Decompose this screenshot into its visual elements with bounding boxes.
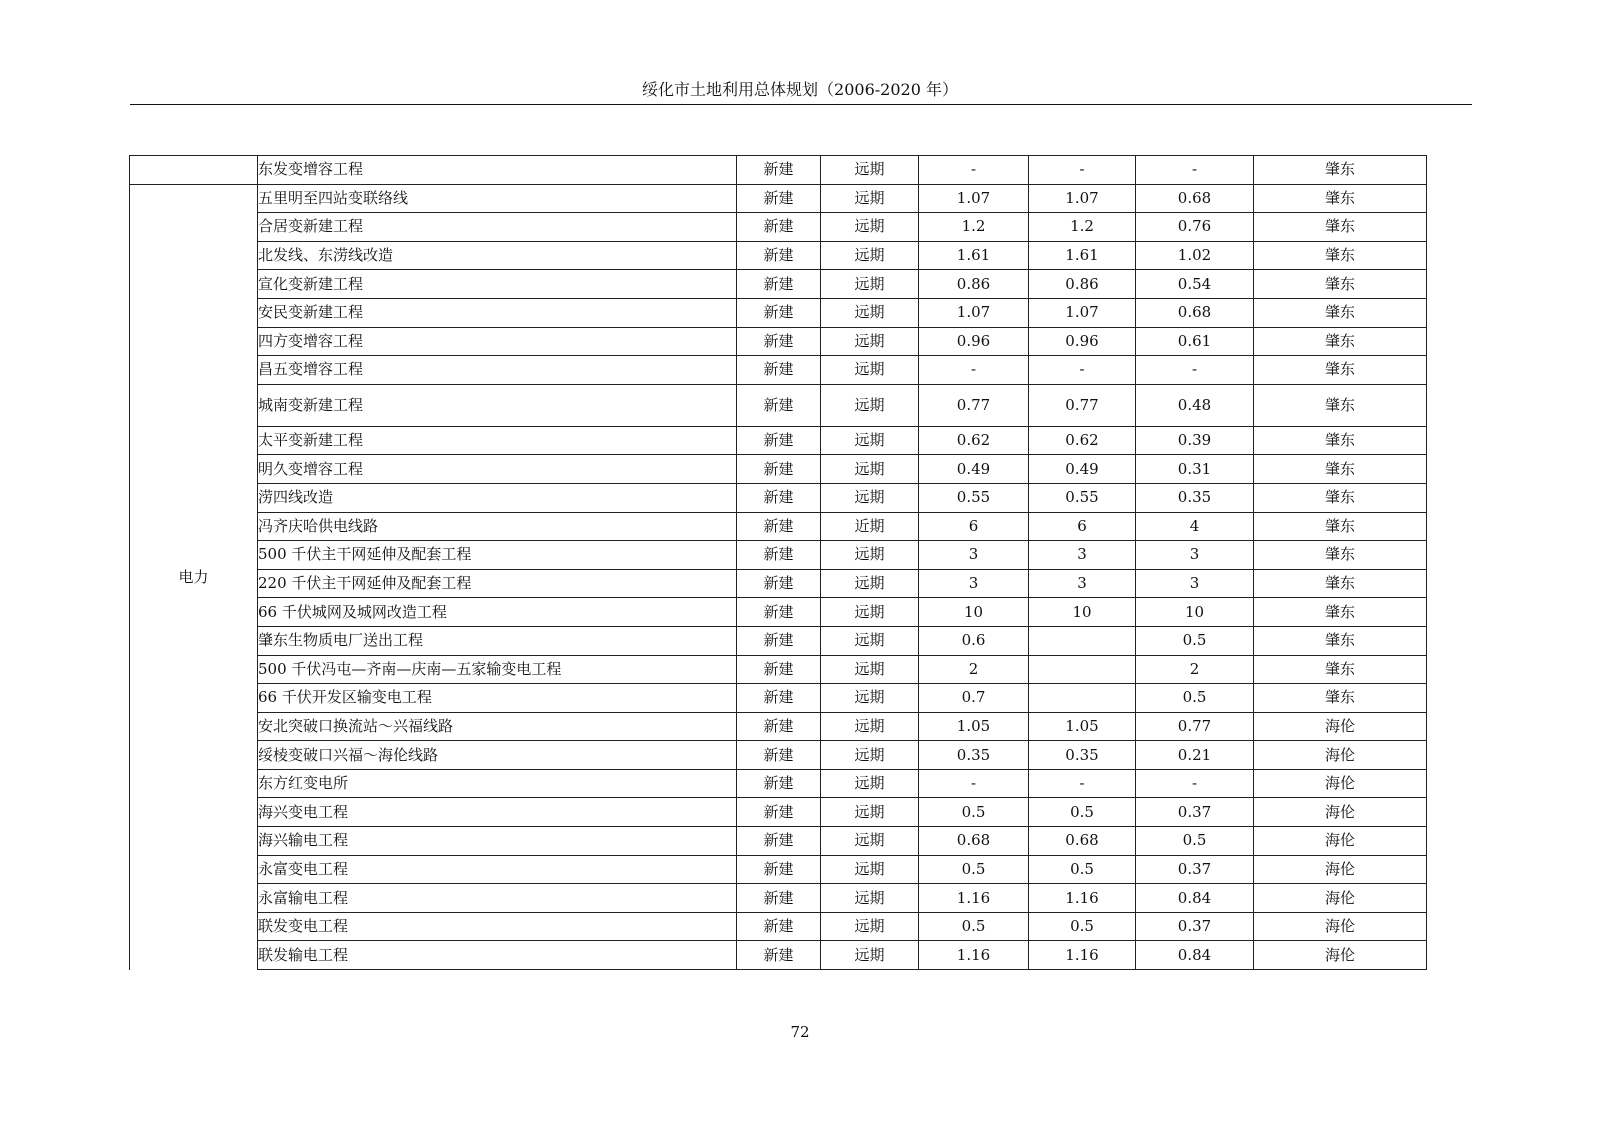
table-row [130, 827, 1427, 856]
table-row [130, 241, 1427, 270]
table-row [130, 941, 1427, 970]
location-cell: 肇东 [1254, 598, 1427, 627]
value-2-cell: 0.96 [1029, 327, 1136, 356]
period-cell: 远期 [821, 827, 919, 856]
value-3-cell: 0.5 [1136, 827, 1254, 856]
location-cell: 肇东 [1254, 684, 1427, 713]
value-1-cell: 3 [919, 541, 1029, 570]
table-row [130, 569, 1427, 598]
period-cell: 远期 [821, 455, 919, 484]
value-1-cell: 0.7 [919, 684, 1029, 713]
project-name-cell: 北发线、东涝线改造 [258, 241, 737, 270]
value-2-cell: 1.07 [1029, 184, 1136, 213]
period-cell: 远期 [821, 483, 919, 512]
table-row [130, 384, 1427, 426]
value-3-cell: 1.02 [1136, 241, 1254, 270]
period-cell: 远期 [821, 156, 919, 185]
value-2-cell: 0.77 [1029, 384, 1136, 426]
value-2-cell: 1.2 [1029, 213, 1136, 242]
value-1-cell: 0.5 [919, 912, 1029, 941]
project-name-cell: 联发输电工程 [258, 941, 737, 970]
period-cell: 远期 [821, 384, 919, 426]
value-1-cell: 0.96 [919, 327, 1029, 356]
value-3-cell: 2 [1136, 655, 1254, 684]
location-cell: 肇东 [1254, 626, 1427, 655]
value-2-cell: 1.05 [1029, 712, 1136, 741]
value-2-cell: 1.61 [1029, 241, 1136, 270]
value-2-cell: 0.68 [1029, 827, 1136, 856]
value-2-cell: 1.07 [1029, 298, 1136, 327]
construction-type-cell: 新建 [737, 541, 821, 570]
location-cell: 海伦 [1254, 712, 1427, 741]
period-cell: 远期 [821, 655, 919, 684]
value-2-cell: 0.5 [1029, 798, 1136, 827]
category-cell: 电力 [130, 184, 258, 969]
project-name-cell: 肇东生物质电厂送出工程 [258, 626, 737, 655]
location-cell: 肇东 [1254, 356, 1427, 385]
period-cell: 远期 [821, 912, 919, 941]
project-name-cell: 合居变新建工程 [258, 213, 737, 242]
construction-type-cell: 新建 [737, 426, 821, 455]
construction-type-cell: 新建 [737, 798, 821, 827]
location-cell: 海伦 [1254, 912, 1427, 941]
value-2-cell: 0.35 [1029, 741, 1136, 770]
table-row [130, 356, 1427, 385]
construction-type-cell: 新建 [737, 712, 821, 741]
table-row [130, 769, 1427, 798]
table-row [130, 426, 1427, 455]
value-2-cell: - [1029, 356, 1136, 385]
project-name-cell: 昌五变增容工程 [258, 356, 737, 385]
value-1-cell: - [919, 769, 1029, 798]
table-row [130, 455, 1427, 484]
project-name-cell: 冯齐庆哈供电线路 [258, 512, 737, 541]
value-3-cell: 0.21 [1136, 741, 1254, 770]
construction-type-cell: 新建 [737, 655, 821, 684]
period-cell: 远期 [821, 327, 919, 356]
table-row [130, 912, 1427, 941]
value-3-cell: 4 [1136, 512, 1254, 541]
construction-type-cell: 新建 [737, 598, 821, 627]
location-cell: 海伦 [1254, 884, 1427, 913]
value-3-cell: 0.84 [1136, 941, 1254, 970]
table-row [130, 884, 1427, 913]
period-cell: 远期 [821, 241, 919, 270]
value-3-cell: 0.5 [1136, 626, 1254, 655]
value-3-cell: 0.68 [1136, 298, 1254, 327]
construction-type-cell: 新建 [737, 684, 821, 713]
value-3-cell: 0.37 [1136, 855, 1254, 884]
construction-type-cell: 新建 [737, 769, 821, 798]
value-1-cell: 0.5 [919, 798, 1029, 827]
value-3-cell: 0.35 [1136, 483, 1254, 512]
value-2-cell: 0.62 [1029, 426, 1136, 455]
value-2-cell [1029, 684, 1136, 713]
period-cell: 远期 [821, 184, 919, 213]
period-cell: 远期 [821, 741, 919, 770]
location-cell: 肇东 [1254, 655, 1427, 684]
period-cell: 远期 [821, 855, 919, 884]
value-2-cell: 6 [1029, 512, 1136, 541]
construction-type-cell: 新建 [737, 384, 821, 426]
project-name-cell: 东发变增容工程 [258, 156, 737, 185]
value-2-cell: 0.49 [1029, 455, 1136, 484]
table-row [130, 655, 1427, 684]
project-name-cell: 太平变新建工程 [258, 426, 737, 455]
location-cell: 海伦 [1254, 769, 1427, 798]
location-cell: 肇东 [1254, 569, 1427, 598]
period-cell: 远期 [821, 769, 919, 798]
construction-type-cell: 新建 [737, 941, 821, 970]
construction-type-cell: 新建 [737, 184, 821, 213]
construction-type-cell: 新建 [737, 270, 821, 299]
project-name-cell: 东方红变电所 [258, 769, 737, 798]
project-name-cell: 66 千伏城网及城网改造工程 [258, 598, 737, 627]
value-3-cell: 0.68 [1136, 184, 1254, 213]
table-row [130, 213, 1427, 242]
construction-type-cell: 新建 [737, 569, 821, 598]
value-3-cell: 0.84 [1136, 884, 1254, 913]
value-1-cell: - [919, 156, 1029, 185]
value-1-cell: 0.86 [919, 270, 1029, 299]
location-cell: 肇东 [1254, 270, 1427, 299]
table-row [130, 156, 1427, 185]
value-3-cell: - [1136, 356, 1254, 385]
value-2-cell: 0.55 [1029, 483, 1136, 512]
construction-type-cell: 新建 [737, 741, 821, 770]
project-name-cell: 五里明至四站变联络线 [258, 184, 737, 213]
construction-type-cell: 新建 [737, 241, 821, 270]
value-1-cell: 3 [919, 569, 1029, 598]
value-1-cell: 0.62 [919, 426, 1029, 455]
table-row [130, 298, 1427, 327]
header-rule [130, 104, 1472, 105]
value-2-cell: 3 [1029, 569, 1136, 598]
document-title: 绥化市土地利用总体规划（2006-2020 年） [642, 80, 958, 99]
table-row [130, 855, 1427, 884]
value-1-cell: 1.07 [919, 298, 1029, 327]
value-1-cell: 1.61 [919, 241, 1029, 270]
period-cell: 远期 [821, 626, 919, 655]
value-1-cell: 1.07 [919, 184, 1029, 213]
period-cell: 远期 [821, 884, 919, 913]
period-cell: 远期 [821, 941, 919, 970]
value-2-cell: 0.5 [1029, 912, 1136, 941]
construction-type-cell: 新建 [737, 884, 821, 913]
period-cell: 远期 [821, 569, 919, 598]
table-row [130, 626, 1427, 655]
construction-type-cell: 新建 [737, 855, 821, 884]
value-3-cell: 0.37 [1136, 912, 1254, 941]
location-cell: 海伦 [1254, 941, 1427, 970]
project-name-cell: 绥棱变破口兴福～海伦线路 [258, 741, 737, 770]
project-name-cell: 永富输电工程 [258, 884, 737, 913]
period-cell: 远期 [821, 270, 919, 299]
table-row [130, 512, 1427, 541]
value-2-cell: 10 [1029, 598, 1136, 627]
project-name-cell: 宣化变新建工程 [258, 270, 737, 299]
value-1-cell: 0.49 [919, 455, 1029, 484]
value-3-cell: 10 [1136, 598, 1254, 627]
project-name-cell: 四方变增容工程 [258, 327, 737, 356]
page-header [130, 80, 1470, 100]
project-name-cell: 永富变电工程 [258, 855, 737, 884]
value-1-cell: 6 [919, 512, 1029, 541]
value-2-cell: 0.86 [1029, 270, 1136, 299]
table-row [130, 598, 1427, 627]
construction-type-cell: 新建 [737, 327, 821, 356]
value-2-cell: - [1029, 769, 1136, 798]
value-3-cell: 0.39 [1136, 426, 1254, 455]
location-cell: 海伦 [1254, 855, 1427, 884]
location-cell: 肇东 [1254, 512, 1427, 541]
construction-type-cell: 新建 [737, 912, 821, 941]
location-cell: 肇东 [1254, 483, 1427, 512]
value-2-cell [1029, 655, 1136, 684]
value-2-cell: 1.16 [1029, 941, 1136, 970]
value-2-cell: 1.16 [1029, 884, 1136, 913]
value-1-cell: 1.16 [919, 941, 1029, 970]
value-1-cell: 0.77 [919, 384, 1029, 426]
value-3-cell: 3 [1136, 569, 1254, 598]
project-name-cell: 安民变新建工程 [258, 298, 737, 327]
table-row [130, 483, 1427, 512]
location-cell: 肇东 [1254, 455, 1427, 484]
construction-type-cell: 新建 [737, 512, 821, 541]
construction-type-cell: 新建 [737, 356, 821, 385]
table-body [130, 156, 1427, 970]
page-number: 72 [790, 1023, 810, 1041]
location-cell: 肇东 [1254, 156, 1427, 185]
construction-type-cell: 新建 [737, 298, 821, 327]
location-cell: 肇东 [1254, 241, 1427, 270]
period-cell: 远期 [821, 712, 919, 741]
table-row [130, 327, 1427, 356]
period-cell: 远期 [821, 541, 919, 570]
value-2-cell [1029, 626, 1136, 655]
project-name-cell: 220 千伏主干网延伸及配套工程 [258, 569, 737, 598]
value-1-cell: 0.55 [919, 483, 1029, 512]
value-1-cell: 10 [919, 598, 1029, 627]
land-use-project-table [129, 155, 1427, 970]
value-3-cell: 0.77 [1136, 712, 1254, 741]
value-2-cell: 0.5 [1029, 855, 1136, 884]
location-cell: 肇东 [1254, 213, 1427, 242]
value-1-cell: 1.16 [919, 884, 1029, 913]
construction-type-cell: 新建 [737, 455, 821, 484]
period-cell: 远期 [821, 684, 919, 713]
period-cell: 远期 [821, 356, 919, 385]
project-name-cell: 66 千伏开发区输变电工程 [258, 684, 737, 713]
value-3-cell: 0.76 [1136, 213, 1254, 242]
value-3-cell: 0.61 [1136, 327, 1254, 356]
project-name-cell: 500 千伏冯屯—齐南—庆南—五家输变电工程 [258, 655, 737, 684]
location-cell: 肇东 [1254, 384, 1427, 426]
value-1-cell: 0.68 [919, 827, 1029, 856]
project-name-cell: 500 千伏主干网延伸及配套工程 [258, 541, 737, 570]
location-cell: 海伦 [1254, 798, 1427, 827]
value-1-cell: 0.5 [919, 855, 1029, 884]
value-2-cell: 3 [1029, 541, 1136, 570]
location-cell: 肇东 [1254, 541, 1427, 570]
table-row [130, 712, 1427, 741]
period-cell: 远期 [821, 213, 919, 242]
table-row [130, 741, 1427, 770]
value-3-cell: 3 [1136, 541, 1254, 570]
value-3-cell: 0.37 [1136, 798, 1254, 827]
value-1-cell: 2 [919, 655, 1029, 684]
period-cell: 远期 [821, 298, 919, 327]
value-3-cell: 0.5 [1136, 684, 1254, 713]
value-1-cell: 1.05 [919, 712, 1029, 741]
value-1-cell: 1.2 [919, 213, 1029, 242]
table-row [130, 798, 1427, 827]
construction-type-cell: 新建 [737, 483, 821, 512]
project-name-cell: 安北突破口换流站～兴福线路 [258, 712, 737, 741]
location-cell: 肇东 [1254, 426, 1427, 455]
value-1-cell: 0.6 [919, 626, 1029, 655]
value-3-cell: 0.48 [1136, 384, 1254, 426]
value-3-cell: 0.31 [1136, 455, 1254, 484]
project-name-cell: 联发变电工程 [258, 912, 737, 941]
value-3-cell: 0.54 [1136, 270, 1254, 299]
project-name-cell: 明久变增容工程 [258, 455, 737, 484]
value-3-cell: - [1136, 156, 1254, 185]
period-cell: 远期 [821, 798, 919, 827]
table-row [130, 270, 1427, 299]
construction-type-cell: 新建 [737, 827, 821, 856]
construction-type-cell: 新建 [737, 626, 821, 655]
project-name-cell: 海兴变电工程 [258, 798, 737, 827]
period-cell: 远期 [821, 598, 919, 627]
table-row [130, 184, 1427, 213]
table-row [130, 684, 1427, 713]
period-cell: 远期 [821, 426, 919, 455]
value-3-cell: - [1136, 769, 1254, 798]
period-cell: 近期 [821, 512, 919, 541]
project-name-cell: 城南变新建工程 [258, 384, 737, 426]
table-row [130, 541, 1427, 570]
location-cell: 肇东 [1254, 184, 1427, 213]
construction-type-cell: 新建 [737, 213, 821, 242]
location-cell: 肇东 [1254, 298, 1427, 327]
location-cell: 肇东 [1254, 327, 1427, 356]
project-name-cell: 海兴输电工程 [258, 827, 737, 856]
category-cell [130, 156, 258, 185]
location-cell: 海伦 [1254, 741, 1427, 770]
value-1-cell: - [919, 356, 1029, 385]
location-cell: 海伦 [1254, 827, 1427, 856]
construction-type-cell: 新建 [737, 156, 821, 185]
value-1-cell: 0.35 [919, 741, 1029, 770]
project-name-cell: 涝四线改造 [258, 483, 737, 512]
value-2-cell: - [1029, 156, 1136, 185]
